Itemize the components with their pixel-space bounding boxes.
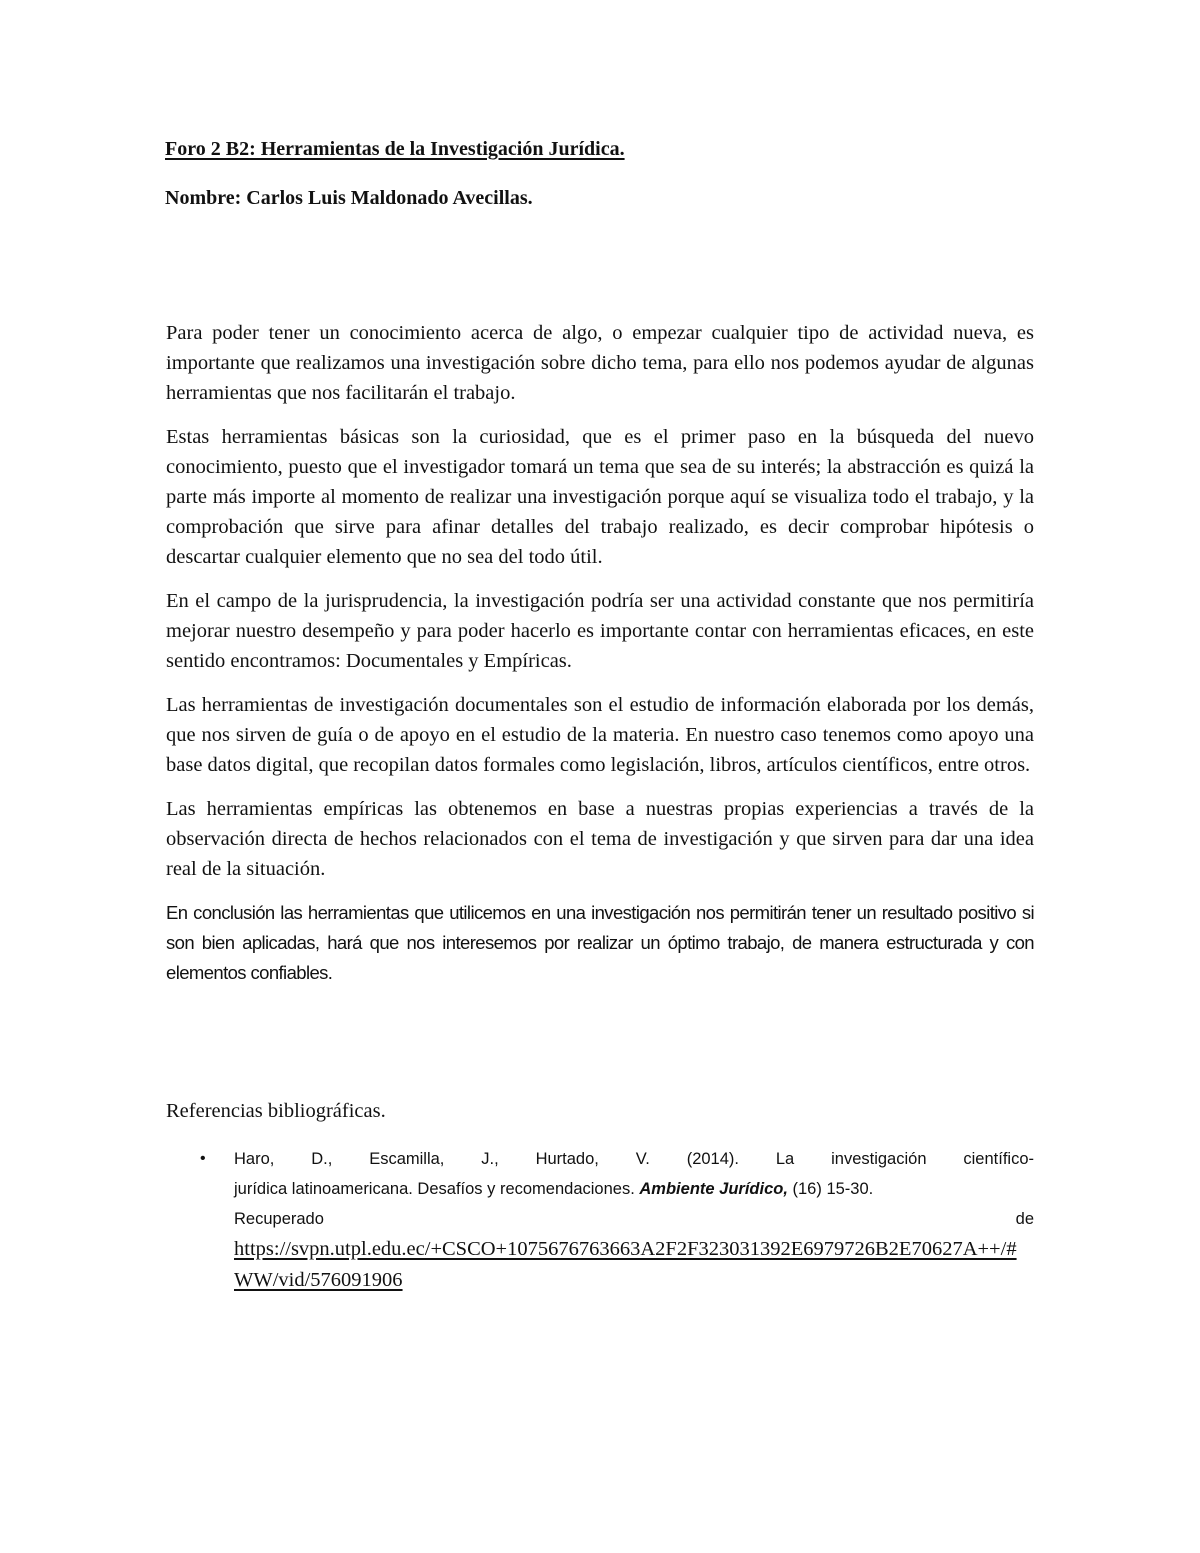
reference-title-line [234,1174,1034,1204]
document-body [166,318,1034,1002]
reference-url-link[interactable]: https://svpn.utpl.edu.ec/+CSCO+1075676763663A2F2F323031392E6979726B2E70627A++/#WW/vid/576091906 [234,1238,1017,1291]
bullet-icon: • [200,1150,206,1167]
paragraph-documental-tools: Las herramientas de investigación documentales son el estudio de información elaborada por los demás, que nos sirven de guía o de apoyo en el estudio de la materia. En nuestro caso tenemos como apoyo una base datos digital, que recopilan datos formales como legislación, libros, artículos científicos, entre otros. [166,694,1034,776]
references-list [166,1144,1034,1296]
paragraph-empirical-tools: Las herramientas empíricas las obtenemos en base a nuestras propias experiencias a través de la observación directa de hechos relacionados con el tema de investigación y que sirven para dar una idea real de la situación. [166,798,1034,880]
reference-item [166,1144,1034,1296]
document-title: Foro 2 B2: Herramientas de la Investigación Jurídica. [165,138,625,160]
paragraph-conclusion: En conclusión las herramientas que utilicemos en una investigación nos permitirán tener un resultado positivo si son bien aplicadas, hará que nos interesemos por realizar un óptimo trabajo, de manera estructurada y con elementos confiables. [166,902,1034,983]
reference-authors: Haro, D., Escamilla, J., Hurtado, V. (2014). La investigación científico- [234,1150,1034,1168]
references-heading: Referencias bibliográficas. [166,1100,386,1122]
paragraph-intro: Para poder tener un conocimiento acerca de algo, o empezar cualquier tipo de actividad nueva, es importante que realizamos una investigación sobre dicho tema, para ello nos podemos ayudar de algunas herramientas que nos facilitarán el trabajo. [166,322,1034,404]
reference-pages: (16) 15-30. [792,1180,874,1198]
reference-retrieved: Recuperado de [234,1210,1034,1228]
paragraph-basic-tools: Estas herramientas básicas son la curiosidad, que es el primer paso en la búsqueda del nuevo conocimiento, puesto que el investigador tomará un tema que sea de su interés; la abstracción es quizá la parte más importe al momento de realizar una investigación porque aquí se visualiza todo el trabajo, y la comprobación que sirve para afinar detalles del trabajo realizado, es decir comprobar hipótesis o descartar cualquier elemento que no sea del todo útil. [166,426,1034,568]
author-line: Nombre: Carlos Luis Maldonado Avecillas. [165,187,533,209]
reference-title: jurídica latinoamericana. Desafíos y recomendaciones. [234,1180,635,1198]
paragraph-jurisprudence: En el campo de la jurisprudencia, la investigación podría ser una actividad constante que nos permitiría mejorar nuestro desempeño y para poder hacerlo es importante contar con herramientas eficaces, en este sentido encontramos: Documentales y Empíricas. [166,590,1034,672]
reference-journal: Ambiente Jurídico, [639,1180,788,1198]
